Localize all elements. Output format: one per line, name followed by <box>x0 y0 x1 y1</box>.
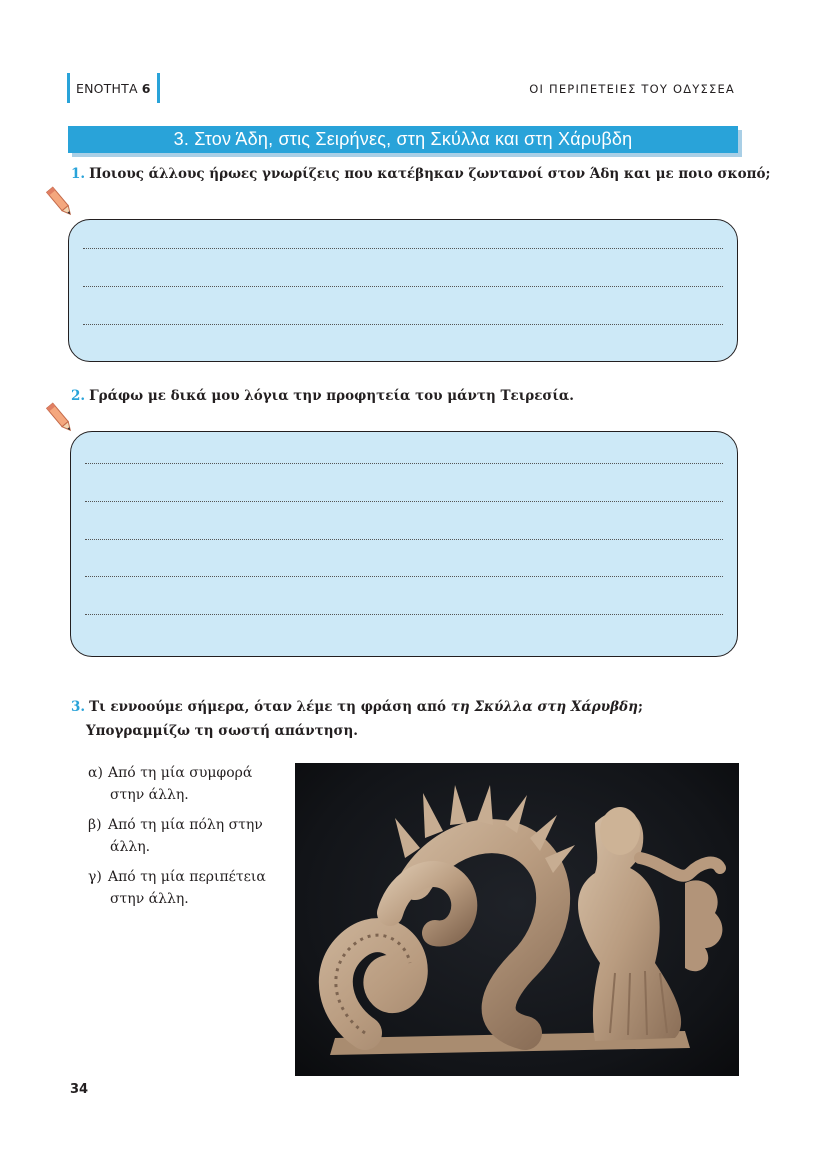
pencil-icon <box>44 400 76 436</box>
question-1 <box>71 162 770 186</box>
answer-line[interactable] <box>85 501 723 502</box>
option-b-line1[interactable]: Από τη μία πόλη στην <box>108 817 263 833</box>
question-1-text: Ποιους άλλους ήρωες γνωρίζεις που κατέβηκαν ζωντανοί στον Άδη και με ποιο σκοπό; <box>89 166 771 182</box>
running-title: ΟΙ ΠΕΡΙΠΕΤΕΙΕΣ ΤΟΥ ΟΔΥΣΣΕΑ <box>529 82 735 96</box>
question-3-number: 3. <box>71 699 86 715</box>
answer-box-2[interactable] <box>70 431 738 657</box>
unit-label: ΕΝΟΤΗΤΑ <box>76 80 138 96</box>
option-c-line1[interactable]: Από τη μία περιπέτεια <box>108 869 266 885</box>
answer-line[interactable] <box>85 539 723 540</box>
option-a[interactable] <box>88 762 288 806</box>
answer-line[interactable] <box>85 463 723 464</box>
unit-number: 6 <box>141 80 151 96</box>
question-2 <box>71 384 574 408</box>
scylla-relief-illustration <box>295 763 739 1076</box>
option-c[interactable] <box>88 866 288 910</box>
scylla-relief-image <box>295 763 739 1076</box>
section-title <box>68 126 738 153</box>
answer-options <box>88 762 288 918</box>
page-number: 34 <box>70 1082 89 1097</box>
answer-line[interactable] <box>83 324 723 325</box>
option-a-line2[interactable]: στην άλλη. <box>110 787 189 803</box>
question-2-text: Γράφω με δικά μου λόγια την προφητεία του μάντη Τειρεσία. <box>89 388 575 404</box>
unit-tag <box>67 73 160 103</box>
question-3 <box>71 695 643 719</box>
question-3-text: Τι εννοούμε σήμερα, όταν λέμε τη φράση από <box>89 699 451 715</box>
pencil-icon <box>44 184 76 220</box>
option-b-line2[interactable]: άλλη. <box>110 839 151 855</box>
question-3-text-end: ; <box>637 699 643 715</box>
answer-line[interactable] <box>83 286 723 287</box>
section-title-text: 3. Στον Άδη, στις Σειρήνες, στη Σκύλλα και στη Χάρυβδη <box>173 129 633 149</box>
option-c-label: γ) <box>88 869 102 885</box>
answer-box-1[interactable] <box>68 219 738 362</box>
option-b[interactable] <box>88 814 288 858</box>
answer-line[interactable] <box>83 248 723 249</box>
answer-line[interactable] <box>85 614 723 615</box>
question-2-number: 2. <box>71 388 86 404</box>
question-3-instruction: Υπογραμμίζω τη σωστή απάντηση. <box>86 723 358 739</box>
option-a-line1[interactable]: Από τη μία συμφορά <box>108 765 253 781</box>
option-a-label: α) <box>88 765 103 781</box>
option-b-label: β) <box>88 817 102 833</box>
question-1-number: 1. <box>71 166 86 182</box>
option-c-line2[interactable]: στην άλλη. <box>110 891 189 907</box>
answer-line[interactable] <box>85 576 723 577</box>
question-3-italic-phrase: τη Σκύλλα στη Χάρυβδη <box>450 699 638 715</box>
